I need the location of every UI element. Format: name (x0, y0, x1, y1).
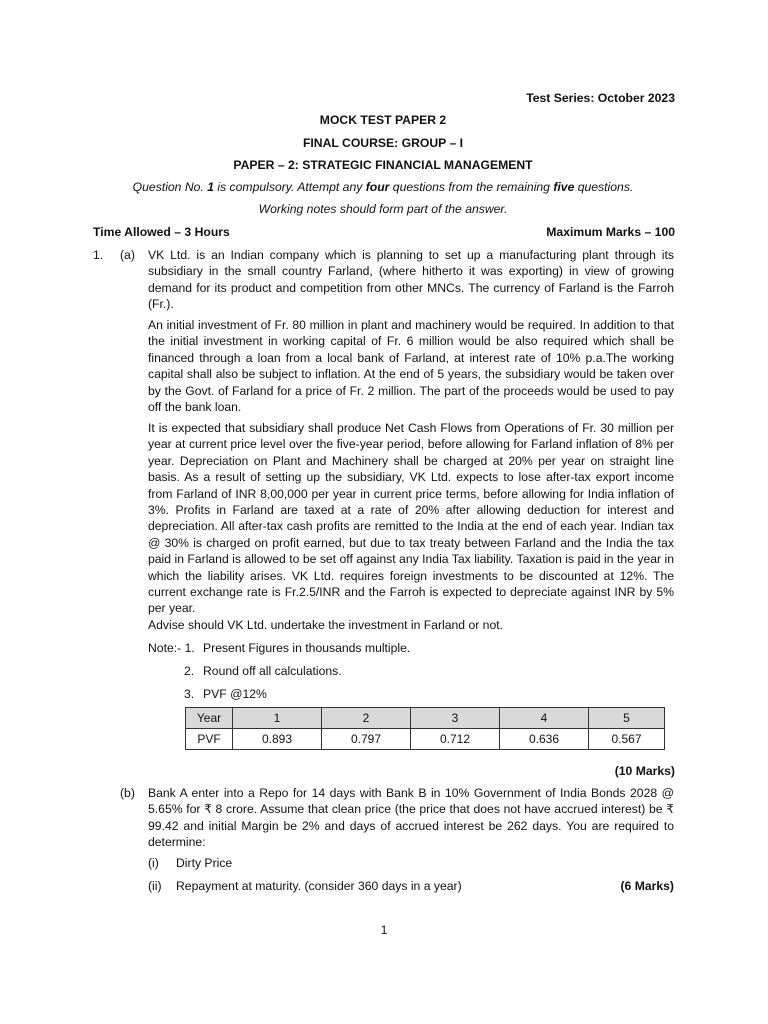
pvf-table-wrapper (185, 707, 665, 750)
part-a-label: (a) (120, 248, 135, 262)
part-b-paragraph: Bank A enter into a Repo for 14 days with Bank B in 10% Government of India Bonds 2028 @ 5.65% for ₹ 8 crore. Assume that clean price (the price that does not have accrued interest) be ₹ 99.42 and initial Margin be 2% and days of accrued interest be 262 days. You are required to determine: (148, 786, 674, 850)
part-b-i-text: Dirty Price (176, 856, 233, 870)
instruction-line-1: Question No. 1 is compulsory. Attempt any four questions from the remaining five questions. (132, 180, 634, 194)
table-cell: Year (186, 708, 233, 729)
table-cell: 0.636 (500, 729, 589, 750)
part-a-marks: (10 Marks) (614, 764, 675, 778)
table-row (186, 708, 665, 729)
note-2-number: 2. (184, 664, 195, 678)
maximum-marks: Maximum Marks – 100 (546, 225, 675, 239)
part-a-paragraph-3: It is expected that subsidiary shall produce Net Cash Flows from Operations of Fr. 30 million per year at current price level over the five-year period, before allowing for Farland inflation of 8% per year. Depreciation on Plant and Machinery shall be charged at 20% per year on straight line basis. As a result of setting up the subsidiary, VK Ltd. expects to lose after-tax export income from Farland of INR 8,00,000 per year in current price terms, before allowing for India inflation of 3%. Profits in Farland are taxed at a rate of 20% after allowing deduction for interest and depreciation. All after-tax cash profits are remitted to the India at the end of each year. Indian tax @ 30% is charged on profit earned, but due to tax treaty between Farland and the India the tax paid in Farland is allowed to be set off against any India Tax liability. Taxation is paid in the year in which the liability arises. VK Ltd. requires foreign investments to be discounted at 12%. The current exchange rate is Fr.2.5/INR and the Farroh is expected to depreciate against INR by 5% per year. (148, 421, 674, 616)
table-cell: 5 (589, 708, 665, 729)
note-1-text: Present Figures in thousands multiple. (203, 641, 411, 655)
note-3-text: PVF @12% (203, 687, 267, 701)
table-row (186, 729, 665, 750)
part-b-i-label: (i) (148, 856, 159, 870)
note-label: Note:- 1. (148, 641, 195, 655)
note-2-text: Round off all calculations. (203, 664, 342, 678)
part-b-marks: (6 Marks) (620, 879, 674, 893)
table-cell: 4 (500, 708, 589, 729)
pvf-table (185, 707, 665, 750)
course-title: FINAL COURSE: GROUP – I (302, 136, 464, 150)
paper-title: MOCK TEST PAPER 2 (319, 113, 447, 127)
subject-title: PAPER – 2: STRATEGIC FINANCIAL MANAGEMENT (233, 158, 533, 172)
table-cell: 0.797 (322, 729, 411, 750)
table-cell: PVF (186, 729, 233, 750)
table-cell: 0.567 (589, 729, 665, 750)
note-3-number: 3. (184, 687, 195, 701)
part-a-paragraph-4: Advise should VK Ltd. undertake the investment in Farland or not. (148, 618, 503, 632)
part-b-ii-text: Repayment at maturity. (consider 360 days in a year) (176, 879, 462, 893)
part-a-paragraph-1: VK Ltd. is an Indian company which is planning to set up a manufacturing plant through its subsidiary in the small country Farland, (where hitherto it was exporting) in view of growing demand for its product and competition from other MNCs. The currency of Farland is the Farroh (Fr.). (148, 248, 674, 312)
table-cell: 0.712 (411, 729, 500, 750)
table-cell: 3 (411, 708, 500, 729)
time-allowed: Time Allowed – 3 Hours (93, 225, 230, 239)
instruction-line-2: Working notes should form part of the answer. (258, 202, 508, 216)
table-cell: 1 (233, 708, 322, 729)
table-cell: 2 (322, 708, 411, 729)
page-number: 1 (380, 923, 388, 937)
part-b-label: (b) (120, 786, 135, 800)
table-cell: 0.893 (233, 729, 322, 750)
test-series-label: Test Series: October 2023 (526, 91, 675, 105)
part-a-paragraph-2: An initial investment of Fr. 80 million in plant and machinery would be required. In addition to that the initial investment in working capital of Fr. 6 million would be also required which shall be financed through a loan from a local bank of Farland, at interest rate of 10% p.a.The working capital shall also be subject to inflation. At the end of 5 years, the subsidiary would be taken over by the Govt. of Farland for a price of Fr. 2 million. The part of the proceeds would be used to pay off the bank loan. (148, 318, 674, 415)
question-number: 1. (93, 248, 104, 262)
part-b-ii-label: (ii) (148, 879, 162, 893)
